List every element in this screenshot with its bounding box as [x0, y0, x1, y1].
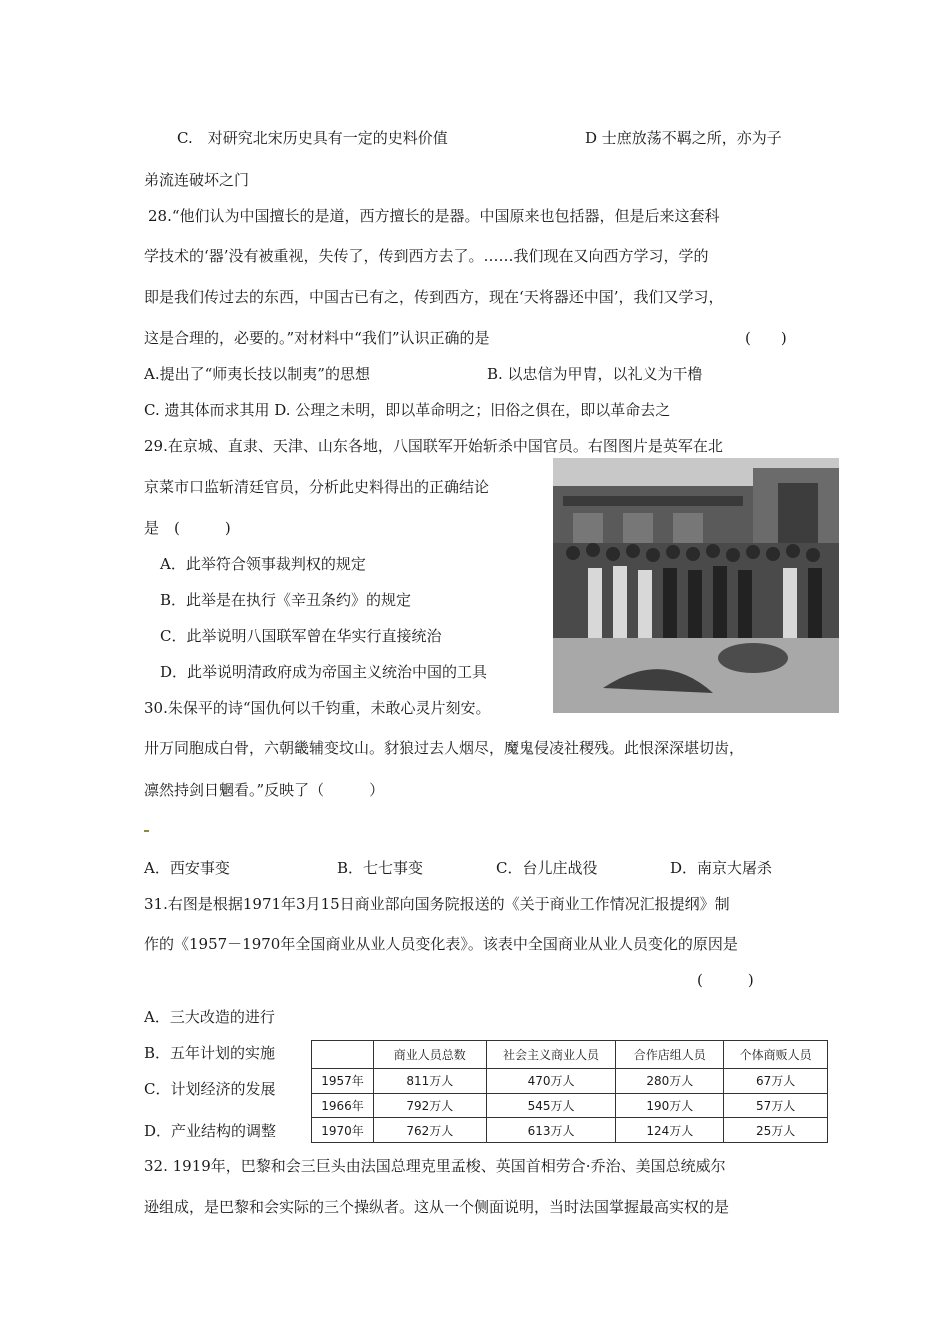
q31-option-b: B．五年计划的实施 — [144, 1044, 276, 1062]
q28-stem-line1: 28.“他们认为中国擅长的是道，西方擅长的是器。中国原来也包括器，但是后来这套科 — [148, 207, 720, 225]
table-cell: 545万人 — [486, 1093, 616, 1118]
table-cell: 613万人 — [486, 1118, 616, 1143]
q27-option-d: D 士庶放荡不羁之所，亦为子 — [585, 129, 782, 147]
q29-option-a: A．此举符合领事裁判权的规定 — [160, 555, 366, 573]
q30-option-c: C．台儿庄战役 — [496, 859, 598, 877]
q30-stem-line2: 卅万同胞成白骨，六朝畿辅变坟山。豺狼过去人烟尽，魔鬼侵凌社稷残。此恨深深堪切齿， — [144, 739, 745, 757]
q27-option-c: C. 对研究北宋历史具有一定的史料价值 — [177, 129, 448, 147]
table-cell: 1957年 — [312, 1069, 374, 1094]
q28-answer-bracket: ( ) — [745, 329, 787, 347]
table-cell: 792万人 — [373, 1093, 486, 1118]
q31-answer-bracket: ( ) — [697, 971, 754, 989]
table-header-cell — [312, 1041, 374, 1069]
q30-stem-line1: 30.朱保平的诗“国仇何以千钧重，未敢心灵片刻安。 — [144, 699, 491, 717]
table-header-cell: 个体商贩人员 — [724, 1041, 828, 1069]
q29-option-d: D．此举说明清政府成为帝国主义统治中国的工具 — [160, 663, 488, 681]
commerce-staff-table — [311, 1040, 828, 1143]
q28-option-a: A.提出了“师夷长技以制夷”的思想 — [144, 365, 370, 383]
table-header-cell: 社会主义商业人员 — [486, 1041, 616, 1069]
q32-stem-line1: 32. 1919年，巴黎和会三巨头由法国总理克里孟梭、英国首相劳合·乔治、美国总统威尔 — [144, 1157, 726, 1175]
table-row — [312, 1118, 828, 1143]
q29-option-c: C．此举说明八国联军曾在华实行直接统治 — [160, 627, 442, 645]
q31-option-c: C．计划经济的发展 — [144, 1080, 276, 1098]
table-row — [312, 1069, 828, 1094]
q28-stem-line4: 这是合理的，必要的。”对材料中“我们”认识正确的是 — [144, 329, 490, 347]
table-row — [312, 1093, 828, 1118]
q27-option-d-cont: 弟流连破坏之门 — [144, 171, 250, 189]
table-cell: 67万人 — [724, 1069, 828, 1094]
table-cell: 470万人 — [486, 1069, 616, 1094]
q30-option-b: B．七七事变 — [337, 859, 424, 877]
table-header-row — [312, 1041, 828, 1069]
table-cell: 1970年 — [312, 1118, 374, 1143]
table-cell: 1966年 — [312, 1093, 374, 1118]
execution-photo-drawing — [553, 458, 839, 713]
q29-stem-line2: 京菜市口监斩清廷官员，分析此史料得出的正确结论 — [144, 478, 490, 496]
stray-mark — [144, 830, 149, 832]
table-cell: 190万人 — [616, 1093, 724, 1118]
q30-stem-line3: 凛然持剑日魍看。”反映了（ ） — [144, 781, 385, 799]
q31-stem-line2: 作的《1957－1970年全国商业从业人员变化表》。该表中全国商业从业人员变化的原因是 — [144, 935, 738, 953]
table-cell: 762万人 — [373, 1118, 486, 1143]
table-cell: 811万人 — [373, 1069, 486, 1094]
table-cell: 124万人 — [616, 1118, 724, 1143]
q30-option-d: D．南京大屠杀 — [670, 859, 773, 877]
q31-option-a: A．三大改造的进行 — [144, 1008, 275, 1026]
table-header-cell: 商业人员总数 — [373, 1041, 486, 1069]
table-cell: 25万人 — [724, 1118, 828, 1143]
q29-stem-line1: 29.在京城、直隶、天津、山东各地，八国联军开始斩杀中国官员。右图图片是英军在北 — [144, 437, 723, 455]
q28-option-cd: C. 遗其体而求其用 D. 公理之未明，即以革命明之；旧俗之俱在，即以革命去之 — [144, 401, 671, 419]
table-cell: 280万人 — [616, 1069, 724, 1094]
execution-photo — [553, 458, 839, 713]
q31-option-d: D．产业结构的调整 — [144, 1122, 277, 1140]
q28-stem-line3: 即是我们传过去的东西，中国古已有之，传到西方，现在‘天将器还中国’，我们又学习， — [144, 288, 724, 306]
table-cell: 57万人 — [724, 1093, 828, 1118]
q29-stem-line3: 是 ( ) — [144, 519, 231, 537]
q29-option-b: B．此举是在执行《辛丑条约》的规定 — [160, 591, 412, 609]
q31-stem-line1: 31.右图是根据1971年3月15日商业部向国务院报送的《关于商业工作情况汇报提纲》制 — [144, 895, 730, 913]
table-header-cell: 合作店组人员 — [616, 1041, 724, 1069]
q30-option-a: A．西安事变 — [144, 859, 230, 877]
q32-stem-line2: 逊组成，是巴黎和会实际的三个操纵者。这从一个侧面说明，当时法国掌握最高实权的是 — [144, 1198, 730, 1216]
q28-option-b: B. 以忠信为甲胄，以礼义为干橹 — [487, 365, 703, 383]
q28-stem-line2: 学技术的‘器’没有被重视，失传了，传到西方去了。……我们现在又向西方学习，学的 — [144, 247, 709, 265]
